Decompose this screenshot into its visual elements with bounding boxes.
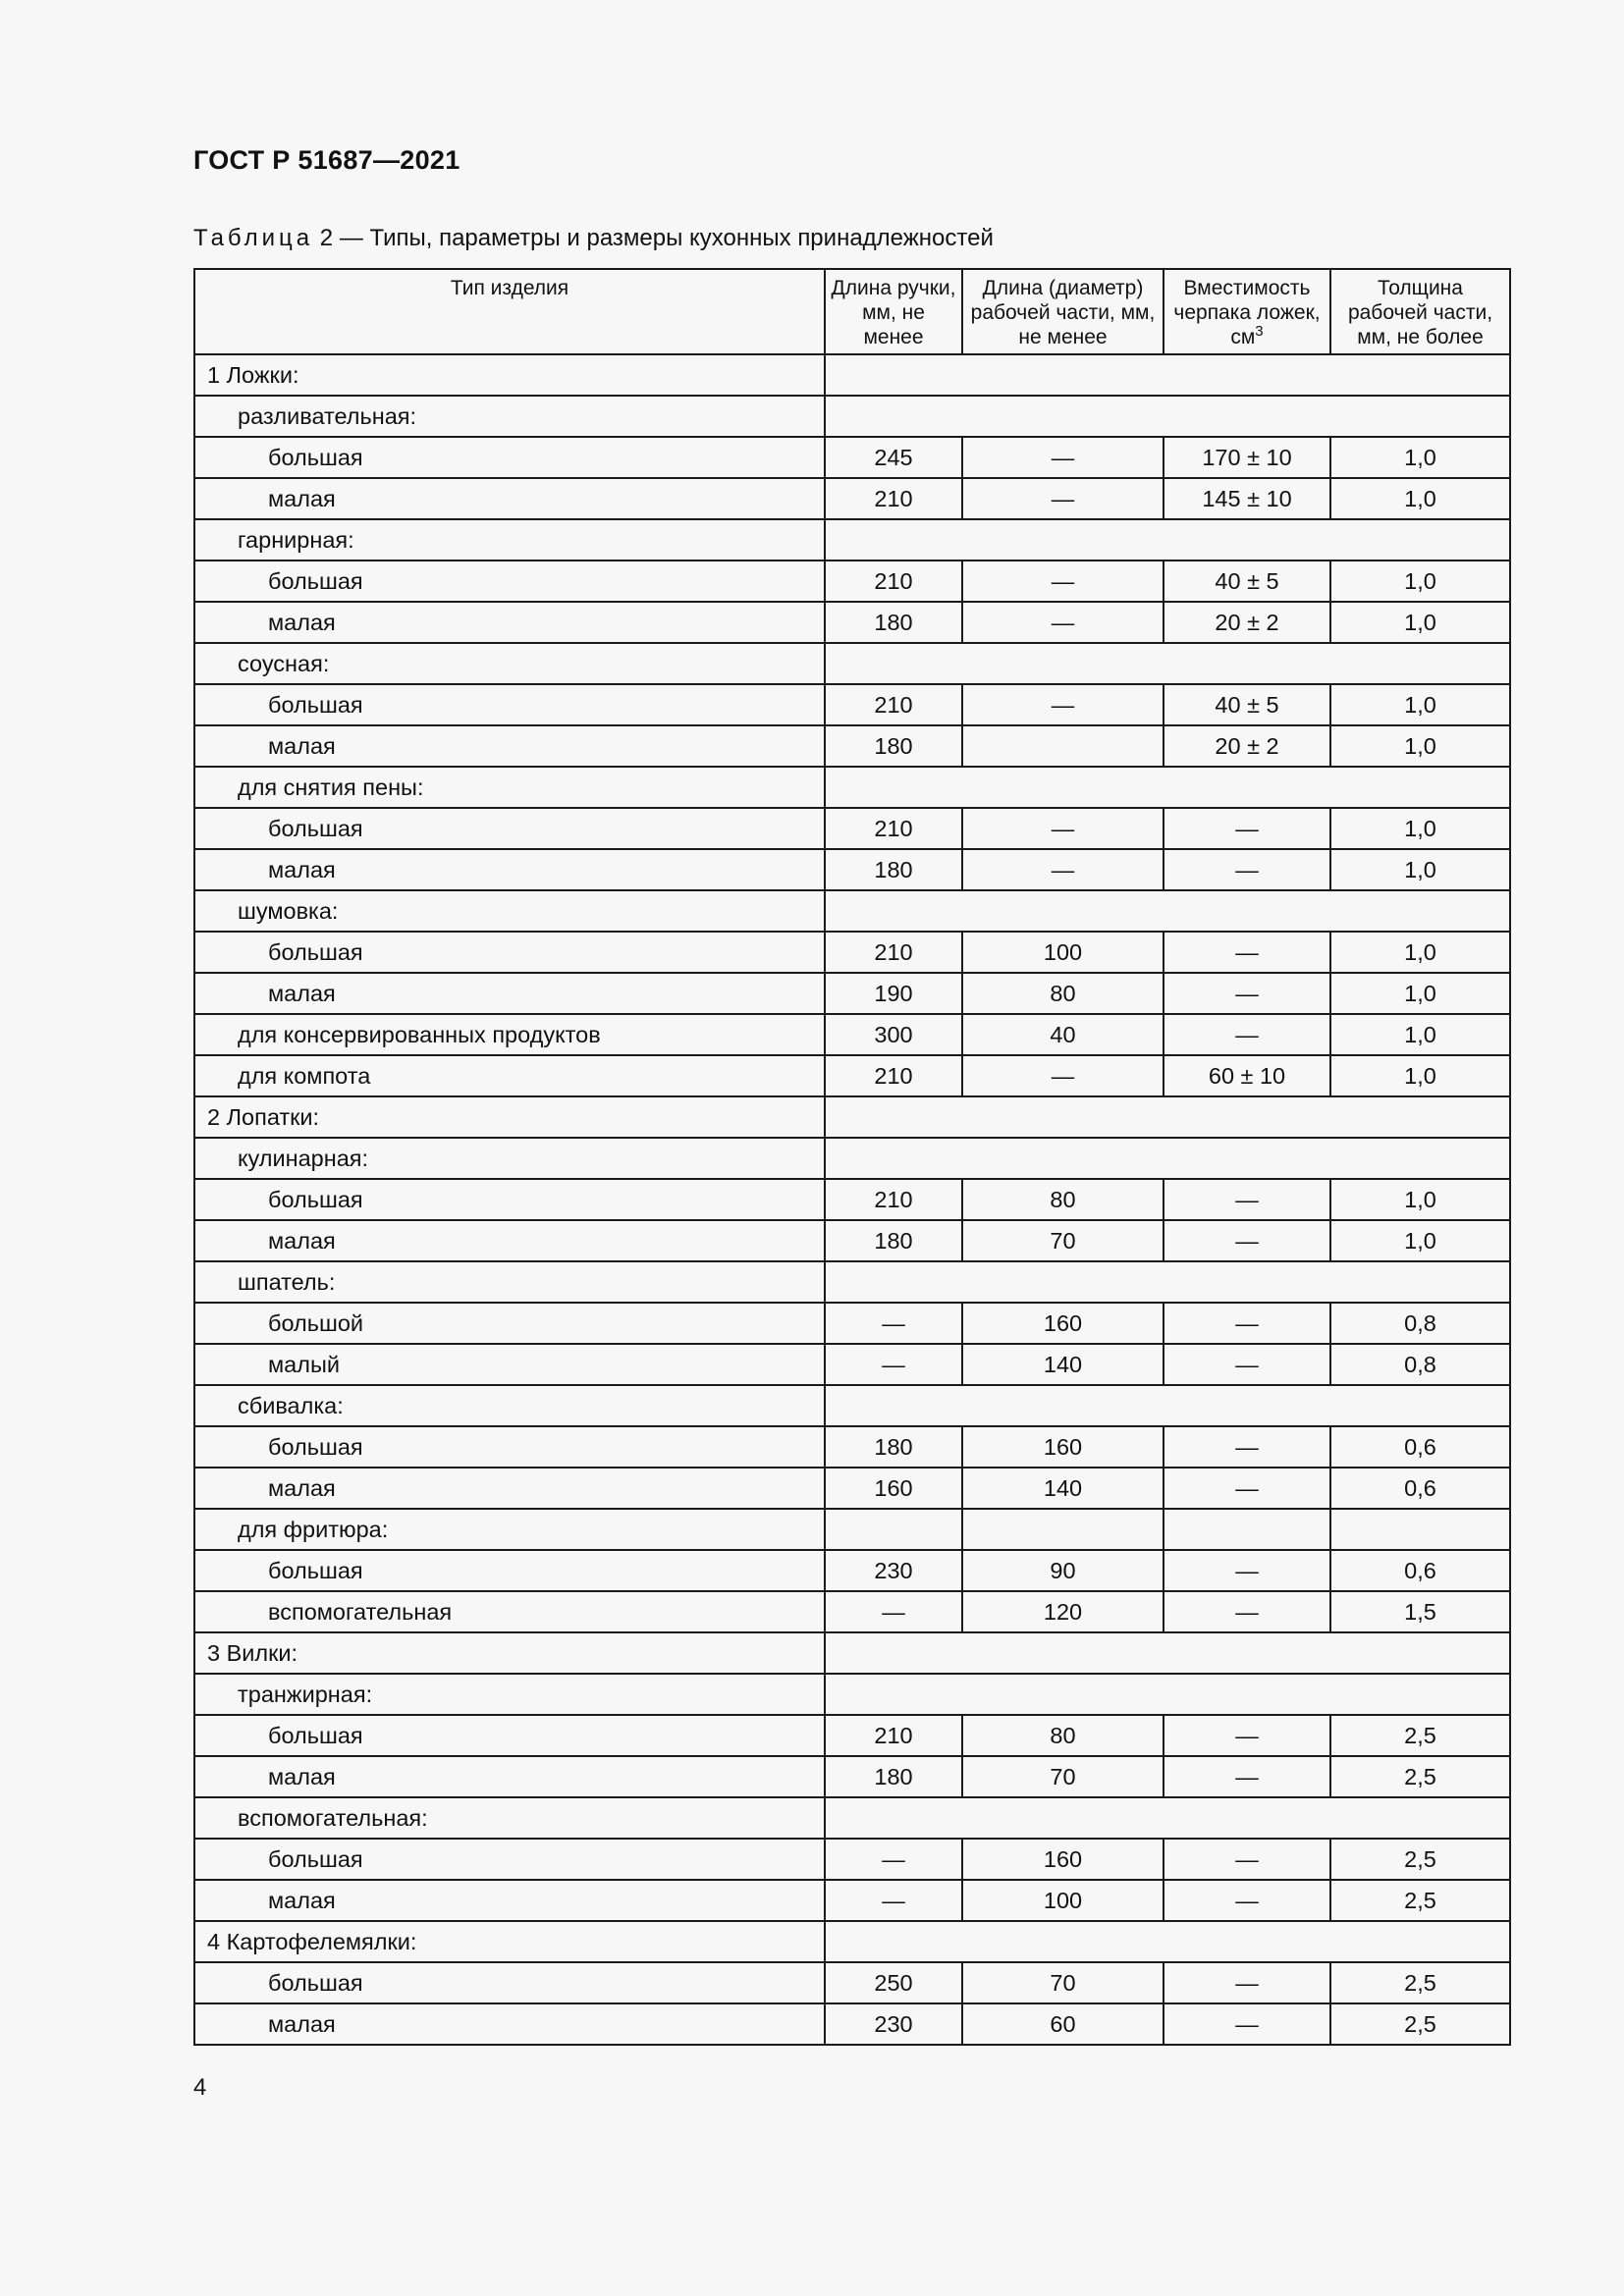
cell-handle-length: —	[825, 1880, 962, 1921]
cell-capacity: —	[1164, 808, 1330, 849]
cell-handle-length: 210	[825, 1055, 962, 1096]
cell-thickness: 1,0	[1330, 1055, 1510, 1096]
cell-working-length: 80	[962, 1179, 1164, 1220]
cell-handle-length: 210	[825, 561, 962, 602]
cell-capacity: 40 ± 5	[1164, 684, 1330, 725]
cell-empty-span	[825, 1096, 1510, 1138]
cell-working-length: —	[962, 1055, 1164, 1096]
cell-working-length: 80	[962, 1715, 1164, 1756]
table-caption-number: 2	[319, 225, 334, 251]
cell-handle-length: 180	[825, 602, 962, 643]
cell-thickness: 1,0	[1330, 561, 1510, 602]
cell-handle-length: 190	[825, 973, 962, 1014]
table-row	[194, 1220, 1510, 1261]
cell-working-length: —	[962, 808, 1164, 849]
cell-handle-length: —	[825, 1839, 962, 1880]
cell-handle-length: —	[825, 1303, 962, 1344]
cell-capacity: —	[1164, 932, 1330, 973]
kitchen-utensils-table	[193, 268, 1511, 2046]
cell-thickness: 2,5	[1330, 1715, 1510, 1756]
cell-item-name: малая	[194, 1880, 825, 1921]
cell-handle-length: 180	[825, 1220, 962, 1261]
cell-working-length: 80	[962, 973, 1164, 1014]
table-row	[194, 1014, 1510, 1055]
cell-handle-length: 250	[825, 1962, 962, 2003]
table-row	[194, 1509, 1510, 1550]
cell-handle-length: 160	[825, 1468, 962, 1509]
cell-handle-length: 230	[825, 2003, 962, 2045]
table-group-row	[194, 519, 1510, 561]
cell-handle-length: 180	[825, 725, 962, 767]
cell-capacity: —	[1164, 1550, 1330, 1591]
table-row	[194, 1468, 1510, 1509]
cell-empty-span	[825, 1632, 1510, 1674]
cell-thickness: 2,5	[1330, 1962, 1510, 2003]
table-row	[194, 1303, 1510, 1344]
cell-capacity: —	[1164, 1303, 1330, 1344]
cell-empty-span	[825, 1674, 1510, 1715]
table-body	[194, 354, 1510, 2045]
cell-item-name: соусная:	[194, 643, 825, 684]
cell-item-name: для снятия пены:	[194, 767, 825, 808]
cell-thickness: 1,0	[1330, 849, 1510, 890]
cell-item-name: большая	[194, 1962, 825, 2003]
table-row	[194, 973, 1510, 1014]
cell-empty-span	[825, 890, 1510, 932]
cell-item-name: малая	[194, 602, 825, 643]
table-caption-text: — Типы, параметры и размеры кухонных принадлежностей	[339, 225, 994, 251]
table-group-row	[194, 1921, 1510, 1962]
cell-handle-length: 210	[825, 808, 962, 849]
cell-thickness: 0,8	[1330, 1303, 1510, 1344]
table-caption-label: Таблица	[193, 225, 314, 251]
cell-empty-span	[825, 767, 1510, 808]
cell-capacity: —	[1164, 2003, 1330, 2045]
cell-handle-length: 180	[825, 1756, 962, 1797]
cell-thickness: 0,6	[1330, 1550, 1510, 1591]
cell-working-length: 160	[962, 1303, 1164, 1344]
column-header-type: Тип изделия	[194, 269, 825, 354]
cell-empty-span	[825, 1797, 1510, 1839]
cell-thickness: 1,5	[1330, 1591, 1510, 1632]
cell-thickness: 1,0	[1330, 1014, 1510, 1055]
table-caption	[193, 225, 994, 252]
table-row	[194, 437, 1510, 478]
cell-item-name: вспомогательная	[194, 1591, 825, 1632]
cell-item-name: большая	[194, 1715, 825, 1756]
cell-item-name: большая	[194, 437, 825, 478]
cell-handle-length: —	[825, 1344, 962, 1385]
cell-working-length: 120	[962, 1591, 1164, 1632]
cell-working-length: 140	[962, 1344, 1164, 1385]
cell-capacity: —	[1164, 1220, 1330, 1261]
cell-handle-length: 210	[825, 684, 962, 725]
column-header-handle-length: Длина ручки, мм, не менее	[825, 269, 962, 354]
table-row	[194, 1550, 1510, 1591]
cell-thickness: 1,0	[1330, 478, 1510, 519]
cell-capacity: —	[1164, 1344, 1330, 1385]
cell-working-length: —	[962, 602, 1164, 643]
cell-handle-length: 180	[825, 1426, 962, 1468]
cell-item-name: малая	[194, 1220, 825, 1261]
table-row	[194, 1344, 1510, 1385]
cell-empty-span	[825, 643, 1510, 684]
cell-capacity: —	[1164, 1179, 1330, 1220]
table-row	[194, 1426, 1510, 1468]
cell-item-name: 4 Картофелемялки:	[194, 1921, 825, 1962]
cell-thickness: 1,0	[1330, 437, 1510, 478]
table-row	[194, 602, 1510, 643]
cell-item-name: большая	[194, 561, 825, 602]
cell-empty-span	[825, 519, 1510, 561]
cell-working-length: 70	[962, 1756, 1164, 1797]
column-header-capacity	[1164, 269, 1330, 354]
cell-working-length: 90	[962, 1550, 1164, 1591]
table-group-row	[194, 396, 1510, 437]
cell-item-name: малая	[194, 1468, 825, 1509]
table-group-row	[194, 1261, 1510, 1303]
cell-thickness: 1,0	[1330, 1179, 1510, 1220]
cell-working-length: —	[962, 437, 1164, 478]
cell-item-name: 2 Лопатки:	[194, 1096, 825, 1138]
table-group-row	[194, 643, 1510, 684]
table-group-row	[194, 1138, 1510, 1179]
table-header-row	[194, 269, 1510, 354]
cell-item-name: большая	[194, 684, 825, 725]
cell-thickness: 1,0	[1330, 808, 1510, 849]
cell-item-name: малая	[194, 2003, 825, 2045]
cell-item-name: транжирная:	[194, 1674, 825, 1715]
column-header-working-length: Длина (диаметр) рабочей части, мм, не менее	[962, 269, 1164, 354]
cell-handle-length: 210	[825, 478, 962, 519]
cell-item-name: большая	[194, 932, 825, 973]
cell-capacity: —	[1164, 1839, 1330, 1880]
cell-working-length: 140	[962, 1468, 1164, 1509]
table-row	[194, 1179, 1510, 1220]
cell-item-name: большая	[194, 1839, 825, 1880]
cell-item-name: 1 Ложки:	[194, 354, 825, 396]
table-row	[194, 849, 1510, 890]
cell-item-name: разливательная:	[194, 396, 825, 437]
cell-item-name: гарнирная:	[194, 519, 825, 561]
cell-item-name: для фритюра:	[194, 1509, 825, 1550]
cell-thickness: 1,0	[1330, 602, 1510, 643]
cell-handle-length: 245	[825, 437, 962, 478]
cell-thickness: 0,8	[1330, 1344, 1510, 1385]
table-row	[194, 808, 1510, 849]
cell-working-length: —	[962, 684, 1164, 725]
cell-thickness: 1,0	[1330, 684, 1510, 725]
cell-item-name: для консервированных продуктов	[194, 1014, 825, 1055]
cell-capacity: —	[1164, 1591, 1330, 1632]
table-row	[194, 561, 1510, 602]
table-group-row	[194, 1632, 1510, 1674]
page-number: 4	[193, 2074, 207, 2101]
cell-working-length: 100	[962, 932, 1164, 973]
cell-item-name: малая	[194, 478, 825, 519]
cell-capacity: —	[1164, 973, 1330, 1014]
cell-thickness: 1,0	[1330, 973, 1510, 1014]
cell-item-name: малая	[194, 973, 825, 1014]
table-row	[194, 1055, 1510, 1096]
cell-handle-length: 210	[825, 1179, 962, 1220]
cell-empty-span	[825, 1385, 1510, 1426]
cell-handle-length: —	[825, 1591, 962, 1632]
cell-thickness: 2,5	[1330, 2003, 1510, 2045]
cell-thickness: 2,5	[1330, 1756, 1510, 1797]
column-header-capacity-text: Вместимость черпака ложек, см	[1173, 277, 1321, 348]
table-group-row	[194, 1096, 1510, 1138]
cell-item-name: большой	[194, 1303, 825, 1344]
table-row	[194, 1880, 1510, 1921]
table-row	[194, 1839, 1510, 1880]
cell-capacity: 20 ± 2	[1164, 725, 1330, 767]
cell-item-name: сбивалка:	[194, 1385, 825, 1426]
cell-capacity: 60 ± 10	[1164, 1055, 1330, 1096]
cell-working-length: —	[962, 478, 1164, 519]
cell-item-name: шпатель:	[194, 1261, 825, 1303]
table-row	[194, 684, 1510, 725]
cell-item-name: большая	[194, 808, 825, 849]
table-row	[194, 478, 1510, 519]
cell-handle-length: 180	[825, 849, 962, 890]
table-group-row	[194, 1797, 1510, 1839]
cell-item-name: вспомогательная:	[194, 1797, 825, 1839]
cell-empty-span	[825, 1261, 1510, 1303]
cell-item-name: малый	[194, 1344, 825, 1385]
column-header-capacity-superscript: 3	[1255, 323, 1264, 340]
document-title: ГОСТ Р 51687—2021	[193, 145, 460, 175]
cell-item-name: 3 Вилки:	[194, 1632, 825, 1674]
cell-working-length: 70	[962, 1220, 1164, 1261]
table-group-row	[194, 1674, 1510, 1715]
cell-working-length	[962, 725, 1164, 767]
cell-capacity: —	[1164, 1962, 1330, 2003]
cell-handle-length	[825, 1509, 962, 1550]
cell-thickness: 0,6	[1330, 1468, 1510, 1509]
cell-capacity: —	[1164, 1014, 1330, 1055]
cell-item-name: малая	[194, 725, 825, 767]
cell-thickness: 2,5	[1330, 1880, 1510, 1921]
cell-thickness	[1330, 1509, 1510, 1550]
cell-capacity: 170 ± 10	[1164, 437, 1330, 478]
cell-empty-span	[825, 396, 1510, 437]
cell-item-name: для компота	[194, 1055, 825, 1096]
cell-empty-span	[825, 1138, 1510, 1179]
table-group-row	[194, 1385, 1510, 1426]
table-group-row	[194, 890, 1510, 932]
cell-working-length: 60	[962, 2003, 1164, 2045]
cell-thickness: 1,0	[1330, 725, 1510, 767]
cell-working-length: —	[962, 849, 1164, 890]
cell-capacity: —	[1164, 1426, 1330, 1468]
table-row	[194, 932, 1510, 973]
cell-empty-span	[825, 1921, 1510, 1962]
cell-capacity: —	[1164, 1756, 1330, 1797]
cell-capacity: —	[1164, 1880, 1330, 1921]
cell-working-length: 160	[962, 1839, 1164, 1880]
cell-item-name: шумовка:	[194, 890, 825, 932]
cell-item-name: большая	[194, 1426, 825, 1468]
table-row	[194, 725, 1510, 767]
cell-capacity: 145 ± 10	[1164, 478, 1330, 519]
cell-thickness: 2,5	[1330, 1839, 1510, 1880]
cell-item-name: малая	[194, 849, 825, 890]
cell-thickness: 1,0	[1330, 932, 1510, 973]
cell-handle-length: 210	[825, 1715, 962, 1756]
cell-working-length: 40	[962, 1014, 1164, 1055]
cell-working-length: —	[962, 561, 1164, 602]
table-group-row	[194, 354, 1510, 396]
cell-capacity: —	[1164, 1715, 1330, 1756]
cell-item-name: большая	[194, 1179, 825, 1220]
cell-working-length: 160	[962, 1426, 1164, 1468]
cell-capacity: —	[1164, 1468, 1330, 1509]
table-row	[194, 1715, 1510, 1756]
cell-working-length: 70	[962, 1962, 1164, 2003]
cell-item-name: малая	[194, 1756, 825, 1797]
cell-capacity: —	[1164, 849, 1330, 890]
table-row	[194, 1962, 1510, 2003]
table-row	[194, 1756, 1510, 1797]
cell-capacity	[1164, 1509, 1330, 1550]
cell-item-name: кулинарная:	[194, 1138, 825, 1179]
table-group-row	[194, 767, 1510, 808]
cell-working-length: 100	[962, 1880, 1164, 1921]
cell-thickness: 1,0	[1330, 1220, 1510, 1261]
table-row	[194, 1591, 1510, 1632]
column-header-thickness: Толщина рабочей части, мм, не более	[1330, 269, 1510, 354]
cell-handle-length: 300	[825, 1014, 962, 1055]
cell-handle-length: 230	[825, 1550, 962, 1591]
cell-handle-length: 210	[825, 932, 962, 973]
cell-working-length	[962, 1509, 1164, 1550]
cell-item-name: большая	[194, 1550, 825, 1591]
cell-empty-span	[825, 354, 1510, 396]
cell-capacity: 40 ± 5	[1164, 561, 1330, 602]
cell-capacity: 20 ± 2	[1164, 602, 1330, 643]
table-row	[194, 2003, 1510, 2045]
cell-thickness: 0,6	[1330, 1426, 1510, 1468]
